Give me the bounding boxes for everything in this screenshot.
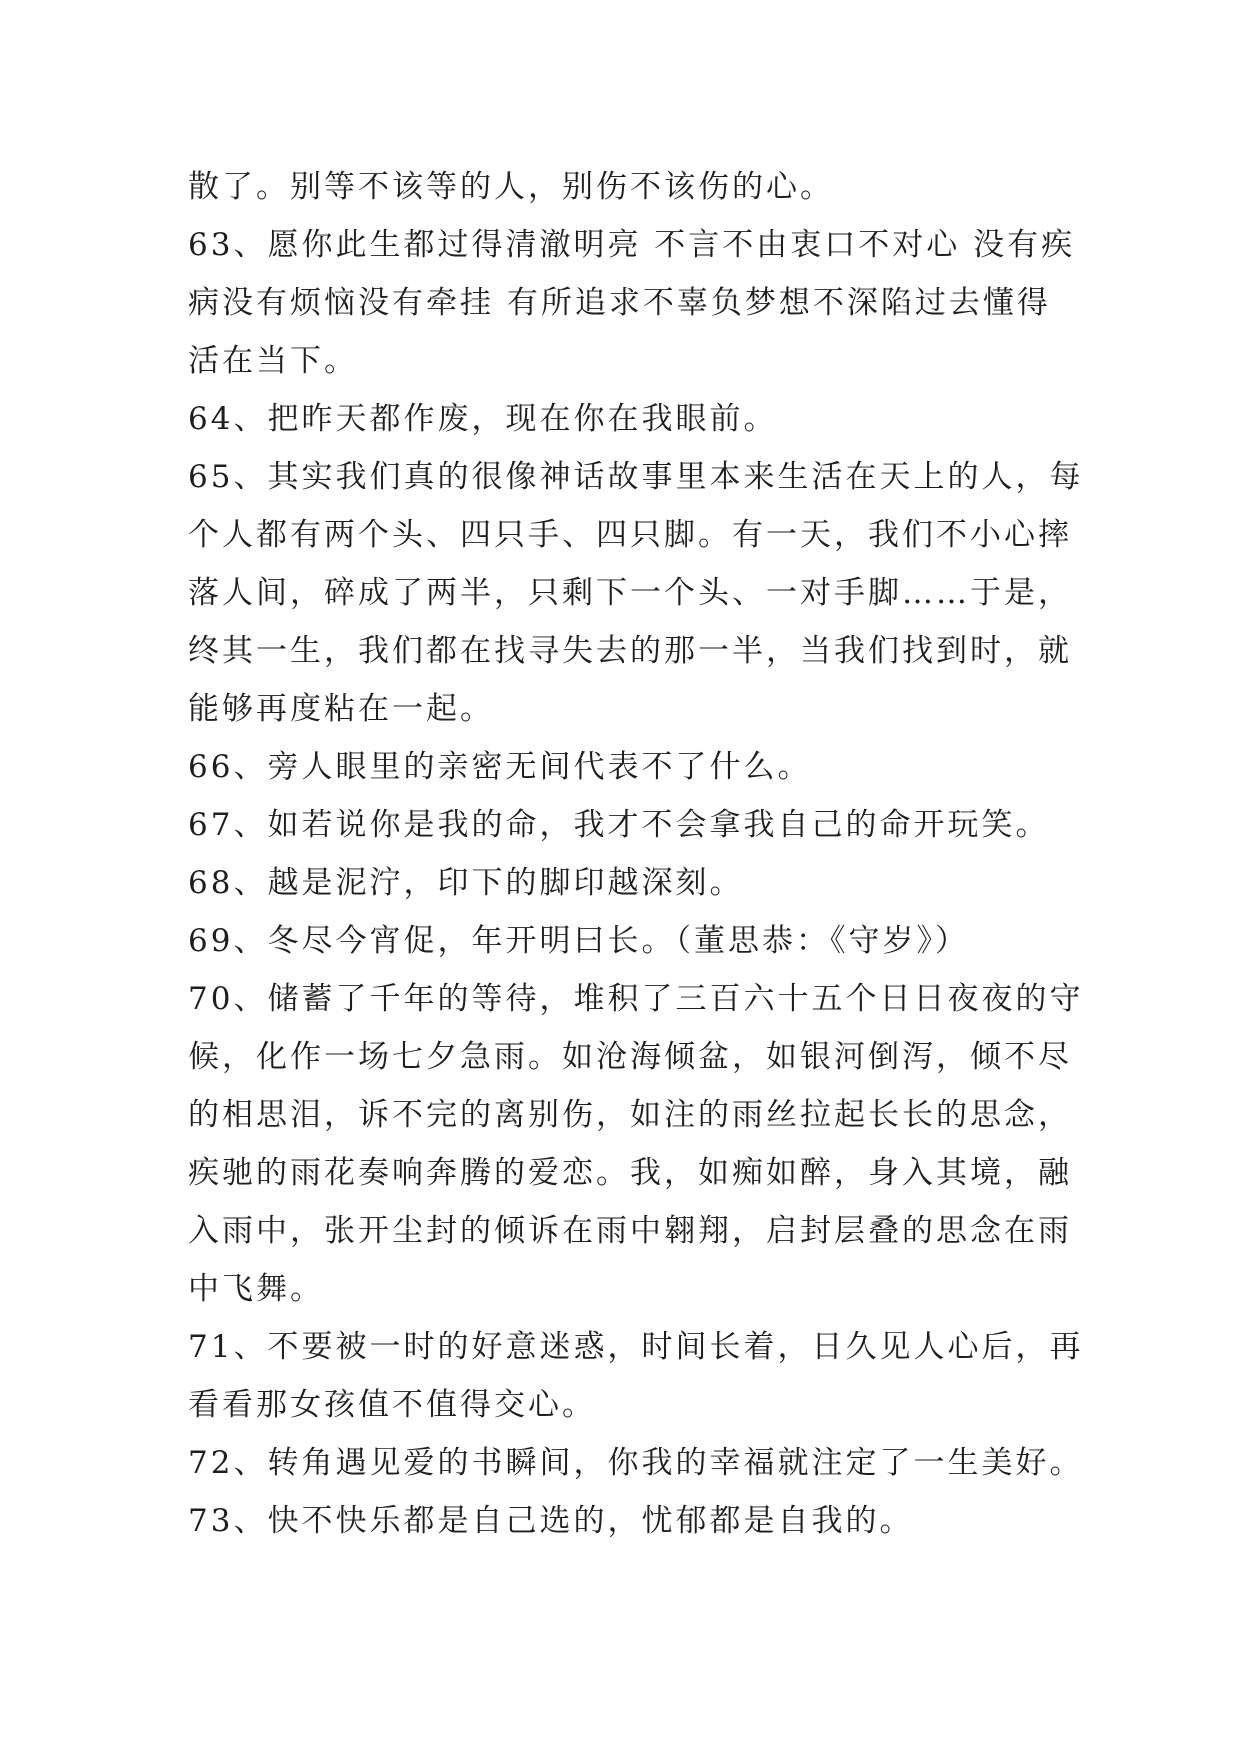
text-line: 68、越是泥泞，印下的脚印越深刻。 xyxy=(188,865,744,901)
text-line: 66、旁人眼里的亲密无间代表不了什么。 xyxy=(188,749,812,785)
text-line: 入雨中，张开尘封的倾诉在雨中翱翔，启封层叠的思念在雨 xyxy=(188,1213,1072,1249)
text-line: 65、其实我们真的很像神话故事里本来生活在天上的人，每 xyxy=(188,459,1084,495)
text-line: 个人都有两个头、四只手、四只脚。有一天，我们不小心摔 xyxy=(188,517,1072,553)
text-line: 能够再度粘在一起。 xyxy=(188,691,494,727)
text-line: 看看那女孩值不值得交心。 xyxy=(188,1387,596,1423)
text-line: 70、储蓄了千年的等待，堆积了三百六十五个日日夜夜的守 xyxy=(188,981,1084,1017)
text-line: 72、转角遇见爱的书瞬间，你我的幸福就注定了一生美好。 xyxy=(188,1445,1084,1481)
text-line: 67、如若说你是我的命，我才不会拿我自己的命开玩笑。 xyxy=(188,807,1050,843)
text-line: 活在当下。 xyxy=(188,343,358,379)
text-line: 病没有烦恼没有牵挂 有所追求不辜负梦想不深陷过去懂得 xyxy=(188,285,1051,321)
text-line: 73、快不快乐都是自己选的，忧郁都是自我的。 xyxy=(188,1503,914,1539)
text-line: 候，化作一场七夕急雨。如沧海倾盆，如银河倒泻，倾不尽 xyxy=(188,1039,1072,1075)
text-line: 疾驰的雨花奏响奔腾的爱恋。我，如痴如醉，身入其境，融 xyxy=(188,1155,1072,1191)
text-line: 中飞舞。 xyxy=(188,1271,324,1307)
document-body xyxy=(188,158,1084,1550)
text-line: 71、不要被一时的好意迷惑，时间长着，日久见人心后，再 xyxy=(188,1329,1084,1365)
text-line: 的相思泪，诉不完的离别伤，如注的雨丝拉起长长的思念， xyxy=(188,1097,1072,1133)
text-line: 69、冬尽今宵促，年开明曰长。（董思恭：《守岁》） xyxy=(188,923,969,959)
text-line: 散了。别等不该等的人，别伤不该伤的心。 xyxy=(188,169,834,205)
text-line: 63、愿你此生都过得清澈明亮 不言不由衷口不对心 没有疾 xyxy=(188,227,1076,263)
text-line: 终其一生，我们都在找寻失去的那一半，当我们找到时，就 xyxy=(188,633,1072,669)
text-line: 64、把昨天都作废，现在你在我眼前。 xyxy=(188,401,778,437)
text-line: 落人间，碎成了两半，只剩下一个头、一对手脚……于是， xyxy=(188,575,1072,611)
